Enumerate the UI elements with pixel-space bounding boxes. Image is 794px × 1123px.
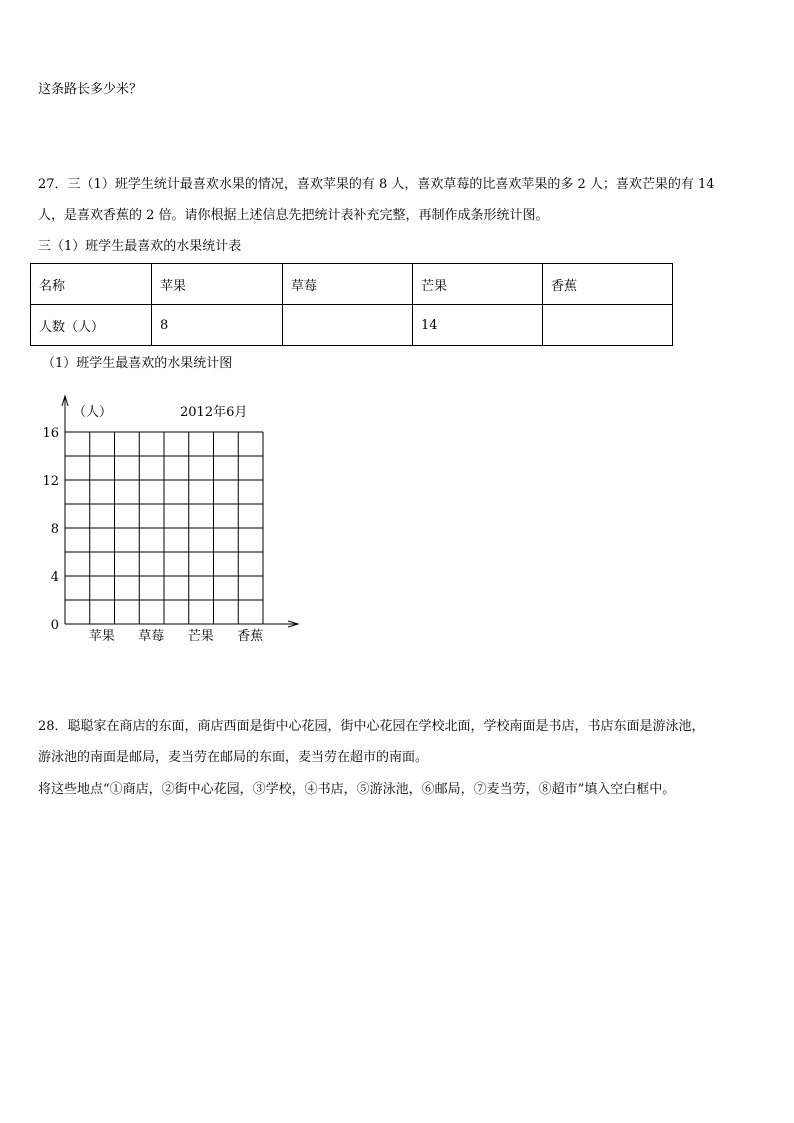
table-title: 三（1）班学生最喜欢的水果统计表 bbox=[38, 239, 242, 254]
table-header-cell: 苹果 bbox=[152, 264, 283, 305]
y-tick-label: 16 bbox=[42, 426, 59, 441]
x-category-label: 芒果 bbox=[187, 629, 214, 644]
x-category-label: 香蕉 bbox=[237, 629, 264, 644]
road-length-question: 这条路长多少米？ bbox=[38, 82, 143, 97]
q28-text-line1: 28．聪聪家在商店的东面，商店西面是街中心花园，街中心花园在学校北面，学校南面是书店，书店东面是游泳池， bbox=[38, 719, 705, 734]
table-header-row bbox=[31, 264, 673, 305]
y-axis-unit-label: （人） bbox=[73, 405, 113, 420]
y-tick-label: 0 bbox=[50, 618, 59, 633]
fruit-stat-table bbox=[30, 263, 673, 346]
table-header-cell: 香蕉 bbox=[543, 264, 673, 305]
table-cell-apple[interactable]: 8 bbox=[152, 305, 283, 346]
q28-text-line2: 游泳池的南面是邮局，麦当劳在邮局的东面，麦当劳在超市的南面。 bbox=[38, 750, 429, 765]
y-tick-label: 4 bbox=[50, 570, 59, 585]
y-tick-label: 12 bbox=[42, 474, 59, 489]
chart-x-categories bbox=[89, 628, 264, 644]
bar-chart bbox=[40, 390, 310, 650]
q27-text-line1: 27．三（1）班学生统计最喜欢水果的情况，喜欢苹果的有 8 人，喜欢草莓的比喜欢苹果的多 2 人；喜欢芒果的有 14 bbox=[38, 177, 715, 192]
chart-y-ticks bbox=[42, 426, 59, 633]
table-header-cell: 芒果 bbox=[413, 264, 543, 305]
table-row bbox=[31, 305, 673, 346]
chart-date-title: 2012年6月 bbox=[180, 405, 248, 420]
x-category-label: 草莓 bbox=[138, 629, 165, 644]
chart-grid bbox=[65, 432, 263, 624]
table-row-label: 人数（人） bbox=[31, 305, 152, 346]
q28-text-line3: 将这些地点“①商店，②街中心花园，③学校，④书店，⑤游泳池，⑥邮局，⑦麦当劳，⑧超市”填入空白框中。 bbox=[38, 782, 676, 797]
table-header-cell: 草莓 bbox=[283, 264, 413, 305]
table-cell-mango[interactable]: 14 bbox=[413, 305, 543, 346]
y-tick-label: 8 bbox=[50, 522, 59, 537]
chart-labels bbox=[73, 404, 247, 420]
chart-caption: （1）班学生最喜欢的水果统计图 bbox=[42, 356, 233, 371]
x-category-label: 苹果 bbox=[88, 629, 115, 644]
q27-text-line2: 人，是喜欢香蕉的 2 倍。请你根据上述信息先把统计表补充完整，再制作成条形统计图。 bbox=[38, 208, 549, 223]
table-cell-banana[interactable] bbox=[543, 305, 673, 346]
table-header-cell: 名称 bbox=[31, 264, 152, 305]
table-cell-strawberry[interactable] bbox=[283, 305, 413, 346]
